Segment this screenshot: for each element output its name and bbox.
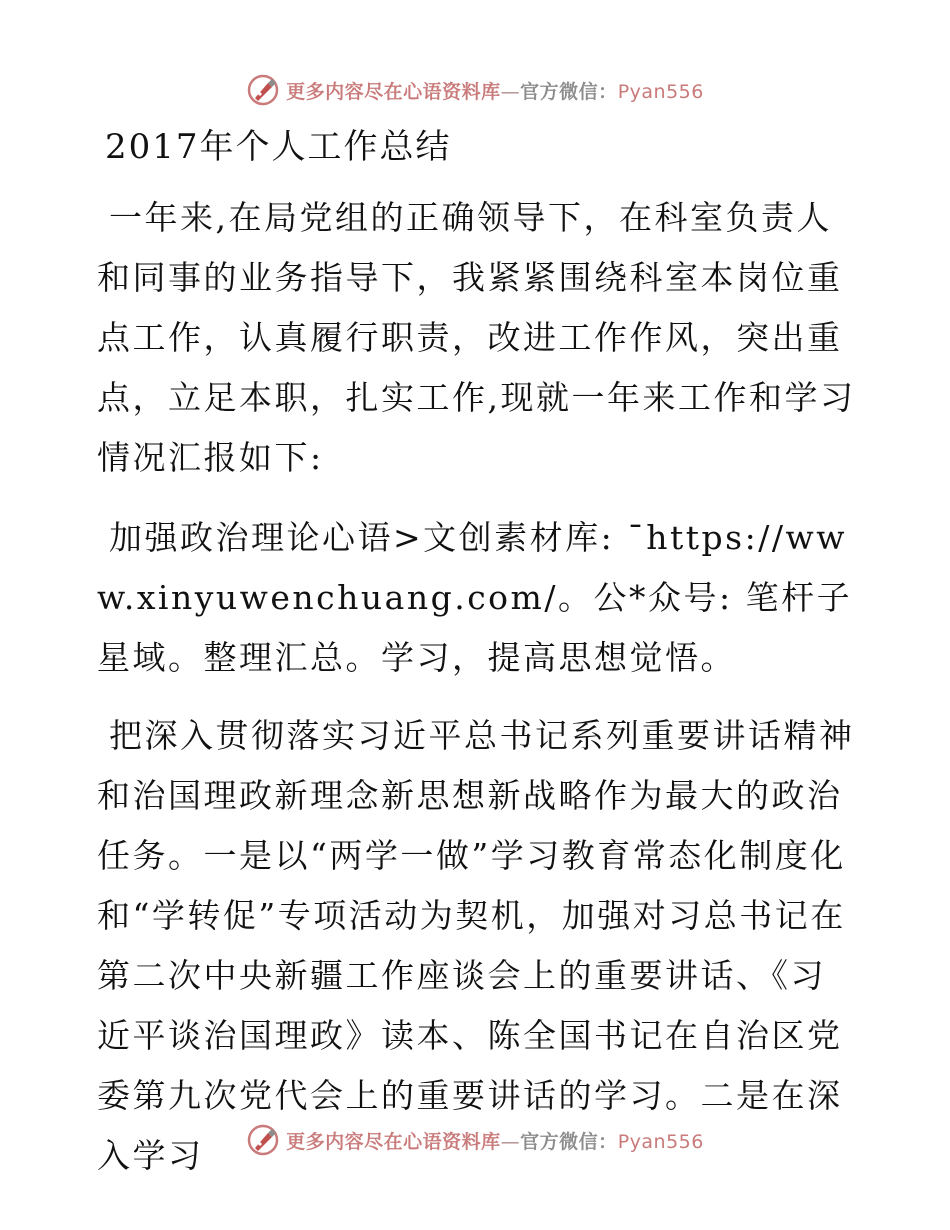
watermark-main-text: 更多内容尽在心语资料库 xyxy=(286,80,501,103)
watermark-text xyxy=(286,1127,704,1154)
pen-nib-logo-icon xyxy=(246,73,280,107)
document-title: 2017年个人工作总结 xyxy=(105,127,452,167)
paragraph-1: 一年来,在局党组的正确领导下，在科室负责人和同事的业务指导下，我紧紧围绕科室本岗位重点工作，认真履行职责，改进工作作风，突出重点，立足本职，扎实工作,现就一年来工作和学习情况汇报如下: xyxy=(97,198,856,477)
paragraph-2: 加强政治理论心语>文创素材库: ¯https://www.xinyuwenchuang.com/。公*众号: 笔杆子星域。整理汇总。学习，提高思想觉悟。 xyxy=(97,518,853,677)
watermark-wechat-id: Pyan556 xyxy=(617,80,704,103)
header-watermark xyxy=(0,70,950,110)
watermark-wechat-label: 官方微信： xyxy=(520,1130,618,1153)
paragraph-3: 把深入贯彻落实习近平总书记系列重要讲话精神和治国理政新理念新思想新战略作为最大的政治任务。一是以“两学一做”学习教育常态化制度化和“学转促”专项活动为契机，加强对习总书记在第二次中央新疆工作座谈会上的重要讲话、《习近平谈治国理政》读本、陈全国书记在自治区党委第九次党代会上的重要讲话的学习。二是在深入学习 xyxy=(97,716,855,1175)
watermark-main-text: 更多内容尽在心语资料库 xyxy=(286,1130,501,1153)
watermark-dash: — xyxy=(500,1130,521,1153)
watermark-dash: — xyxy=(500,80,521,103)
watermark-wechat-label: 官方微信： xyxy=(520,80,618,103)
footer-watermark xyxy=(0,1120,950,1160)
document-body xyxy=(97,118,857,1186)
watermark-wechat-id: Pyan556 xyxy=(617,1130,704,1153)
watermark-text xyxy=(286,77,704,104)
pen-nib-logo-icon xyxy=(246,1123,280,1157)
